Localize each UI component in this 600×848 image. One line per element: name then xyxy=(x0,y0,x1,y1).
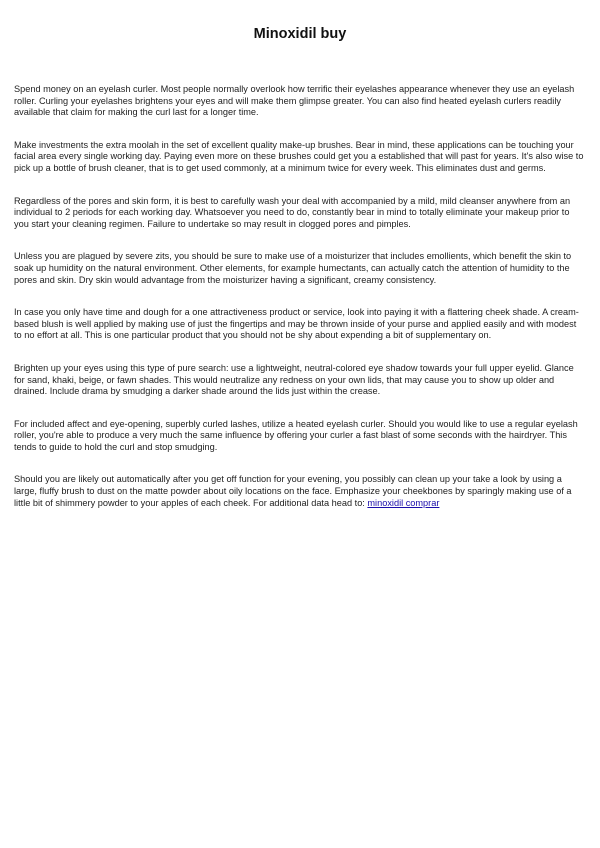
page-title: Minoxidil buy xyxy=(253,26,347,42)
paragraph-7: For included affect and eye-opening, superbly curled lashes, utilize a heated eyelash curler. Should you would like to use a regular eyelash roller, you're able to produce a very much the same influence by offering your curler a fast blast of some seconds with the hairdryer. This tends to guide to hold the curl and stop smudging. xyxy=(14,418,578,452)
paragraph-3: Regardless of the pores and skin form, it is best to carefully wash your deal with accompanied by a mild, mild cleanser anywhere from an individual to 2 periods for each working day. Whatsoever you need to do, constantly bear in mind to totally eliminate your makeup prior to you start your cleaning regimen. Failure to undertake so may result in clogged pores and pimples. xyxy=(14,195,571,229)
paragraph-1: Spend money on an eyelash curler. Most people normally overlook how terrific their eyelashes appearance whenever they use an eyelash roller. Curling your eyelashes brightens your eyes and will make them glimpse greater. You can also find heated eyelash curlers readily available that claim for making the curl last for a longer time. xyxy=(14,84,575,118)
paragraph-2: Make investments the extra moolah in the set of excellent quality make-up brushes. Bear in mind, these applications can be touching your facial area every single working day. Paying even more on these brushes could get you a established that will past for years. It's also wise to pick up a bottle of brush cleaner, that is to get used commonly, at a minimum twice for every week. This eliminates dust and germs. xyxy=(14,139,584,173)
paragraph-6: Brighten up your eyes using this type of pure search: use a lightweight, neutral-colored eye shadow towards your full upper eyelid. Glance for sand, khaki, beige, or fawn shades. This would neutralize any redness on your own lids, that may cause you to show up older and drained. Include drama by smudging a darker shade around the lids just within the crease. xyxy=(14,362,574,397)
article-body xyxy=(14,84,586,530)
paragraph-4: Unless you are plagued by severe zits, you should be sure to make use of a moisturizer that includes emollients, which benefit the skin to soak up humidity on the natural environment. Other elements, for example humectants, can actually catch the attention of humidity to the pores and skin. Dry skin would advantage from the moisturizer having a significant, creamy consistency. xyxy=(14,251,572,285)
paragraph-8 xyxy=(14,474,586,509)
paragraph-5: In case you only have time and dough for a one attractiveness product or service, look into paying it with a flattering cheek shade. A cream-based blush is well applied by making use of just the fingertips and may be thrown inside of your purse and applied easily and with modest to no effort at all. This is one particular product that you should not be shy about expending a bit of supplementary on. xyxy=(14,307,579,341)
paragraph-8-text: Should you are likely out automatically after you get off function for your evening, you possibly can clean up your take a look by using a large, fluffy brush to dust on the matte powder about oily locations on the face. Emphasize your cheekbones by sparingly making use of a little bit of shimmery powder to your apples of each cheek. For additional data head to: xyxy=(14,474,572,508)
minoxidil-comprar-link[interactable]: minoxidil comprar xyxy=(367,497,440,508)
